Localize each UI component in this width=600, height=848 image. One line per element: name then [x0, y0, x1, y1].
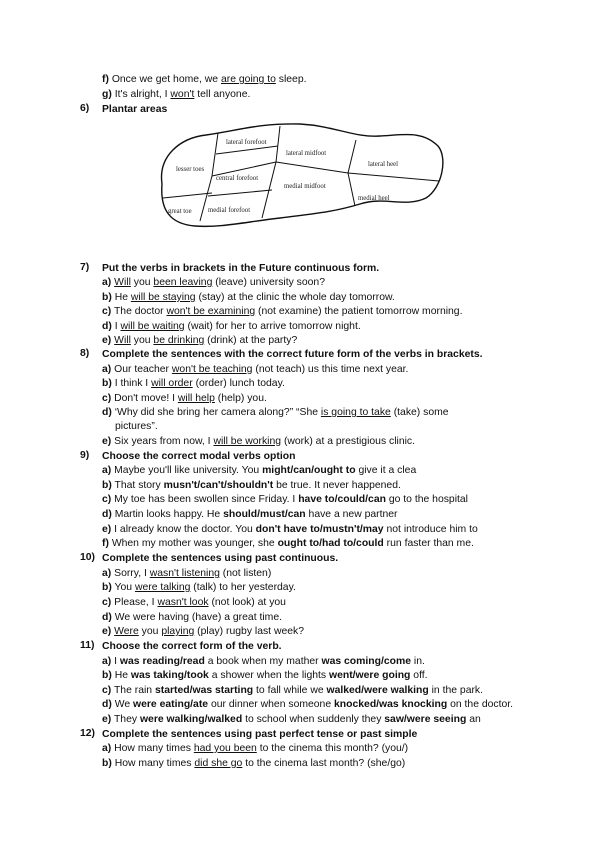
answer: won't be teaching [171, 364, 253, 375]
text: (take) some [393, 407, 449, 418]
option-set: walked/were walking [326, 685, 429, 696]
section-title: Plantar areas [102, 104, 168, 115]
text: (work) at a prestigious clinic. [283, 436, 416, 447]
text: (help) you. [217, 393, 267, 404]
item-11d [102, 698, 513, 711]
item-10d [102, 611, 282, 624]
text: It's alright, I [114, 89, 168, 100]
item-label: c) [102, 393, 112, 404]
item-label: b) [102, 292, 112, 303]
item-7c [102, 305, 462, 318]
text: go to the hospital [388, 494, 468, 505]
text: to fall while we [256, 685, 324, 696]
item-label: d) [102, 321, 112, 332]
option-set: have to/could/can [298, 494, 386, 505]
option-set: ought to/had to/could [277, 538, 384, 549]
item-label: c) [102, 306, 112, 317]
item-8c [102, 392, 267, 405]
text: Our teacher [114, 364, 170, 375]
item-label: b) [102, 758, 112, 769]
text: (wait) for her to arrive tomorrow night. [187, 321, 361, 332]
section-title: Put the verbs in brackets in the Future continuous form. [102, 263, 380, 274]
option-set: started/was starting [154, 685, 254, 696]
text: I [114, 321, 118, 332]
item-7a [102, 276, 325, 289]
answer: been leaving [153, 277, 213, 288]
section-number: 10) [80, 552, 96, 563]
text: Once we get home, we [111, 74, 219, 85]
answer: wasn't look [157, 597, 209, 608]
region-border [212, 162, 276, 176]
text: in. [413, 656, 425, 667]
label-medial-midfoot: medial midfoot [284, 183, 326, 190]
section-number: 7) [80, 262, 90, 273]
text: be true. It never happened. [276, 480, 401, 491]
item-label: d) [102, 407, 112, 418]
label-lateral-heel: lateral heel [368, 161, 398, 168]
section-title: Complete the sentences using past perfect tense or past simple [102, 729, 418, 740]
answer: will help [177, 393, 215, 404]
section-title: Choose the correct modal verbs option [102, 451, 296, 462]
option-set: was reading/read [119, 656, 205, 667]
text: That story [114, 480, 161, 491]
option-set: were walking/walked [139, 714, 243, 725]
text: (order) lunch today. [195, 378, 285, 389]
item-label: d) [102, 509, 112, 520]
section-number: 11) [80, 640, 95, 651]
item-11e [102, 713, 481, 726]
answer: won't [170, 89, 195, 100]
item-label: c) [102, 685, 112, 696]
option-set: knocked/was knocking [334, 699, 448, 710]
answer: will be working [213, 436, 282, 447]
item-8a [102, 363, 408, 376]
text: an [469, 714, 481, 725]
text: He [114, 292, 128, 303]
text: to the cinema last month? (she/go) [245, 758, 406, 769]
item-label: b) [102, 670, 112, 681]
section-number: 8) [80, 348, 90, 359]
item-g [102, 88, 250, 101]
label-medial-forefoot: medial forefoot [208, 207, 251, 214]
text: our dinner when someone [210, 699, 332, 710]
item-7d [102, 320, 361, 333]
text: They [113, 714, 138, 725]
section-number: 12) [80, 728, 96, 739]
label-lesser-toes: lesser toes [176, 166, 205, 173]
text: not introduce him to [386, 524, 478, 535]
text: run faster than me. [386, 538, 474, 549]
item-9e [102, 523, 478, 536]
item-9d [102, 508, 398, 521]
text: in the park. [431, 685, 484, 696]
item-9a [102, 464, 416, 477]
item-label: c) [102, 494, 112, 505]
item-7b [102, 291, 395, 304]
item-label: e) [102, 714, 112, 725]
item-9c [102, 493, 468, 506]
text: ‘Why did she bring her camera along?” “She [114, 407, 319, 418]
section-title: Choose the correct form of the verb. [102, 641, 282, 652]
text: off. [413, 670, 428, 681]
item-label: e) [102, 335, 112, 346]
option-set: was taking/took [130, 670, 209, 681]
item-8e [102, 435, 415, 448]
text: you [141, 626, 159, 637]
label-lateral-forefoot: lateral forefoot [226, 139, 267, 146]
item-label: a) [102, 656, 112, 667]
item-8b [102, 377, 285, 390]
section-title: Complete the sentences using past continuous. [102, 553, 339, 564]
text: (not examine) the patient tomorrow morning. [258, 306, 463, 317]
text: My toe has been swollen since Friday. I [114, 494, 296, 505]
item-12b [102, 757, 405, 770]
text: How many times [114, 758, 192, 769]
item-label: e) [102, 524, 112, 535]
answer: had you been [193, 743, 257, 754]
text: How many times [114, 743, 191, 754]
option-set: musn't/can't/shouldn't [163, 480, 274, 491]
text: (not look) at you [211, 597, 286, 608]
text: I think I [114, 378, 149, 389]
text: Six years from now, I [114, 436, 211, 447]
item-label: e) [102, 436, 112, 447]
answer: were talking [134, 582, 191, 593]
item-label: b) [102, 480, 112, 491]
section-number: 9) [80, 450, 90, 461]
text: The doctor [113, 306, 164, 317]
text: We [114, 699, 131, 710]
plantar-areas-diagram [150, 118, 450, 236]
item-label: a) [102, 364, 112, 375]
item-12a [102, 742, 408, 755]
answer: Will [114, 277, 131, 288]
text: (stay) at the clinic the whole day tomorrow. [198, 292, 395, 303]
item-9f [102, 537, 474, 550]
text: to school when suddenly they [245, 714, 382, 725]
text: tell anyone. [197, 89, 251, 100]
answer: is going to take [320, 407, 391, 418]
item-label: e) [102, 626, 112, 637]
item-8d [102, 406, 449, 419]
text: sleep. [278, 74, 307, 85]
text: to the cinema this month? (you/) [259, 743, 409, 754]
item-label: c) [102, 597, 112, 608]
text: (talk) to her yesterday. [193, 582, 296, 593]
text: (not listen) [222, 568, 272, 579]
item-label: a) [102, 465, 112, 476]
region-border [348, 173, 439, 181]
item-label: a) [102, 277, 112, 288]
option-set: was coming/come [321, 656, 412, 667]
answer: Were [114, 626, 139, 637]
option-set: were eating/ate [133, 699, 209, 710]
region-border [208, 190, 272, 196]
foot-outline [162, 124, 443, 226]
text: (not teach) us this time next year. [255, 364, 409, 375]
text: give it a clea [358, 465, 417, 476]
item-f [102, 73, 307, 86]
item-label: f) [102, 538, 109, 549]
text: Maybe you'll like university. You [114, 465, 260, 476]
option-set: should/must/can [223, 509, 306, 520]
item-11c [102, 684, 483, 697]
answer: playing [161, 626, 195, 637]
item-10e [102, 625, 304, 638]
label-lateral-midfoot: lateral midfoot [286, 150, 327, 157]
text: The rain [113, 685, 153, 696]
item-8d-continuation: pictures”. [115, 421, 158, 432]
option-set: don't have to/mustn't/may [255, 524, 384, 535]
region-border [163, 193, 212, 198]
item-label: f) [102, 74, 109, 85]
option-set: went/were going [329, 670, 411, 681]
text: Sorry, I [114, 568, 147, 579]
item-10a [102, 567, 271, 580]
section-number: 6) [80, 103, 90, 114]
item-label: a) [102, 743, 112, 754]
item-11b [102, 669, 428, 682]
text: I [114, 656, 118, 667]
item-label: b) [102, 378, 112, 389]
item-label: g) [102, 89, 112, 100]
answer: will be waiting [120, 321, 185, 332]
region-border [276, 162, 348, 173]
text: (play) rugby last week? [197, 626, 304, 637]
label-great-toe: great toe [168, 208, 192, 215]
answer: did she go [194, 758, 243, 769]
answer: will be staying [130, 292, 196, 303]
answer: Will [114, 335, 131, 346]
item-label: d) [102, 699, 112, 710]
text: (leave) university soon? [215, 277, 325, 288]
label-central-forefoot: central forefoot [216, 175, 259, 182]
item-10b [102, 581, 296, 594]
item-label: b) [102, 582, 112, 593]
item-7e [102, 334, 297, 347]
item-11a [102, 655, 425, 668]
answer: will order [151, 378, 193, 389]
answer: are going to [220, 74, 276, 85]
text: He [114, 670, 128, 681]
text: We were having (have) a great time. [114, 612, 282, 623]
item-10c [102, 596, 286, 609]
text: You [114, 582, 133, 593]
text: (drink) at the party? [207, 335, 298, 346]
answer: wasn't listening [149, 568, 220, 579]
answer: be drinking [153, 335, 205, 346]
item-label: d) [102, 612, 112, 623]
text: on the doctor. [450, 699, 514, 710]
text: you [133, 277, 151, 288]
section-title: Complete the sentences with the correct future form of the verbs in brackets. [102, 349, 483, 360]
answer: won't be examining [166, 306, 256, 317]
text: Don't move! I [114, 393, 176, 404]
text: I already know the doctor. You [114, 524, 253, 535]
item-9b [102, 479, 401, 492]
text: Please, I [114, 597, 155, 608]
option-set: saw/were seeing [384, 714, 467, 725]
option-set: might/can/ought to [262, 465, 356, 476]
region-border [216, 146, 278, 154]
text: When my mother was younger, she [111, 538, 275, 549]
text: a book when my mather [207, 656, 319, 667]
text: you [133, 335, 151, 346]
text: a shower when the lights [211, 670, 327, 681]
text: have a new partner [308, 509, 398, 520]
text: Martin looks happy. He [114, 509, 221, 520]
label-medial-heel: medial heel [358, 195, 390, 202]
item-label: a) [102, 568, 112, 579]
